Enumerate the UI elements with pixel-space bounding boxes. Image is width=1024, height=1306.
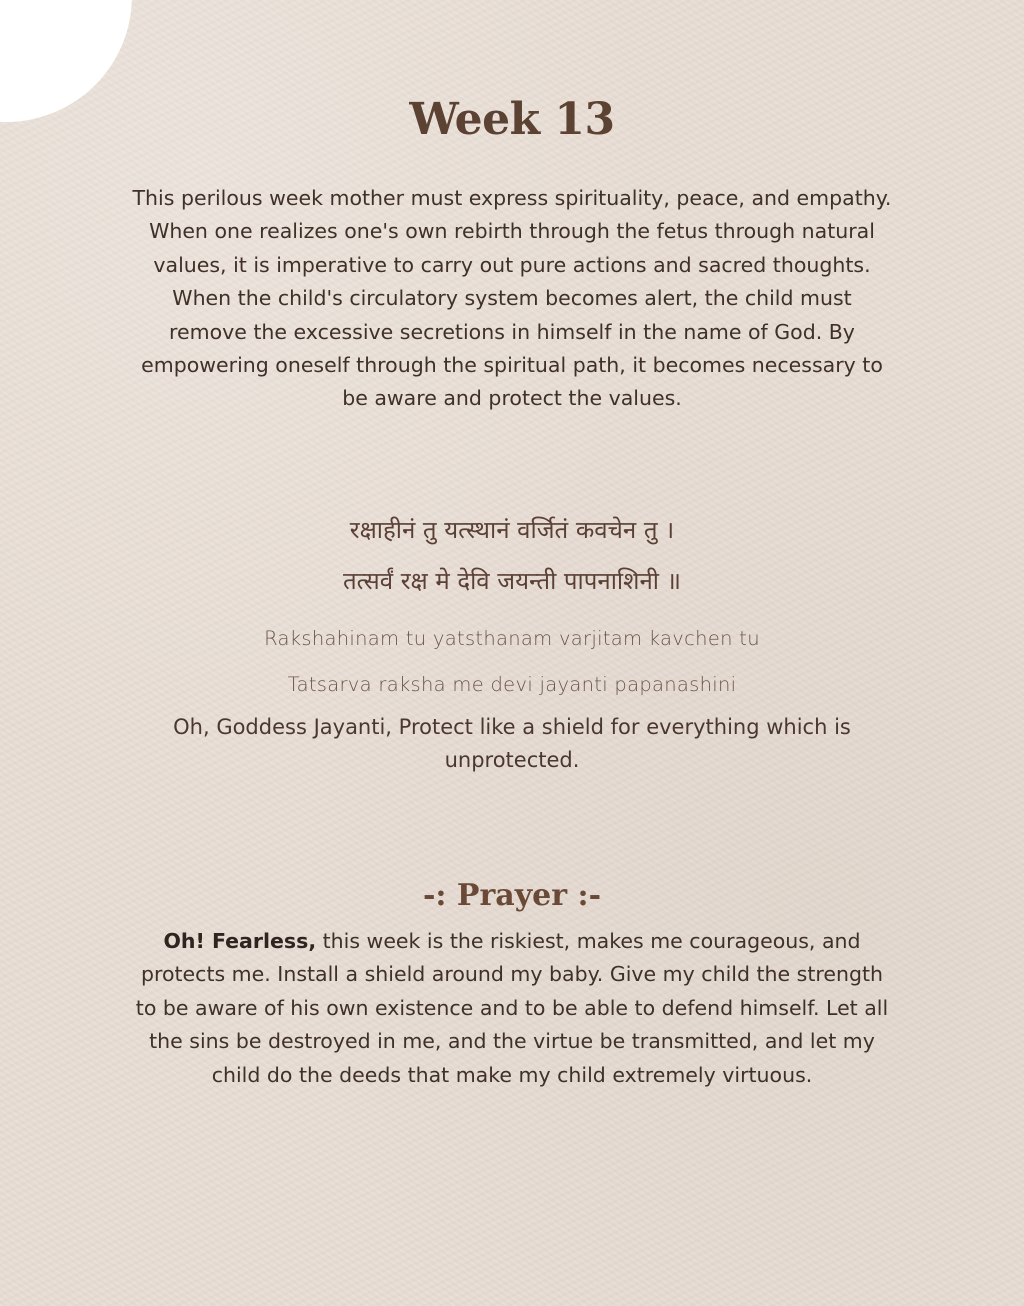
prayer-lead: Oh! Fearless,	[163, 929, 317, 953]
page-title: Week 13	[409, 94, 615, 145]
mantra-meaning: Oh, Goddess Jayanti, Protect like a shield for everything which is unprotected.	[173, 715, 851, 772]
prayer-paragraph	[134, 925, 890, 1092]
prayer-heading: -: Prayer :-	[422, 878, 602, 913]
prayer-body: this week is the riskiest, makes me courageous, and protects me. Install a shield around my baby. Give my child the strength to be aware of his own existence and to be able to defend himself. Let all the sins be destroyed in me, and the virtue be transmitted, and let my child do the deeds that make my child extremely virtuous.	[135, 929, 889, 1087]
intro-paragraph: This perilous week mother must express spirituality, peace, and empathy. When one realizes one's own rebirth through the fetus through natural values, it is imperative to carry out pure actions and sacred thoughts. When the child's circulatory system becomes alert, the child must remove the excessive secretions in himself in the name of God. By empowering oneself through the spiritual path, it becomes necessary to be aware and protect the values.	[132, 186, 892, 411]
mantra-transliteration-line-2: Tatsarva raksha me devi jayanti papanashini	[287, 673, 737, 696]
mantra-sanskrit-line-2: तत्सर्वं रक्ष मे देवि जयन्ती पापनाशिनी ॥	[342, 567, 682, 595]
mantra-transliteration-line-1: Rakshahinam tu yatsthanam varjitam kavchen tu	[264, 627, 760, 650]
mantra-sanskrit-line-1: रक्षाहीनं तु यत्स्थानं वर्जितं कवचेन तु ।	[349, 516, 675, 544]
